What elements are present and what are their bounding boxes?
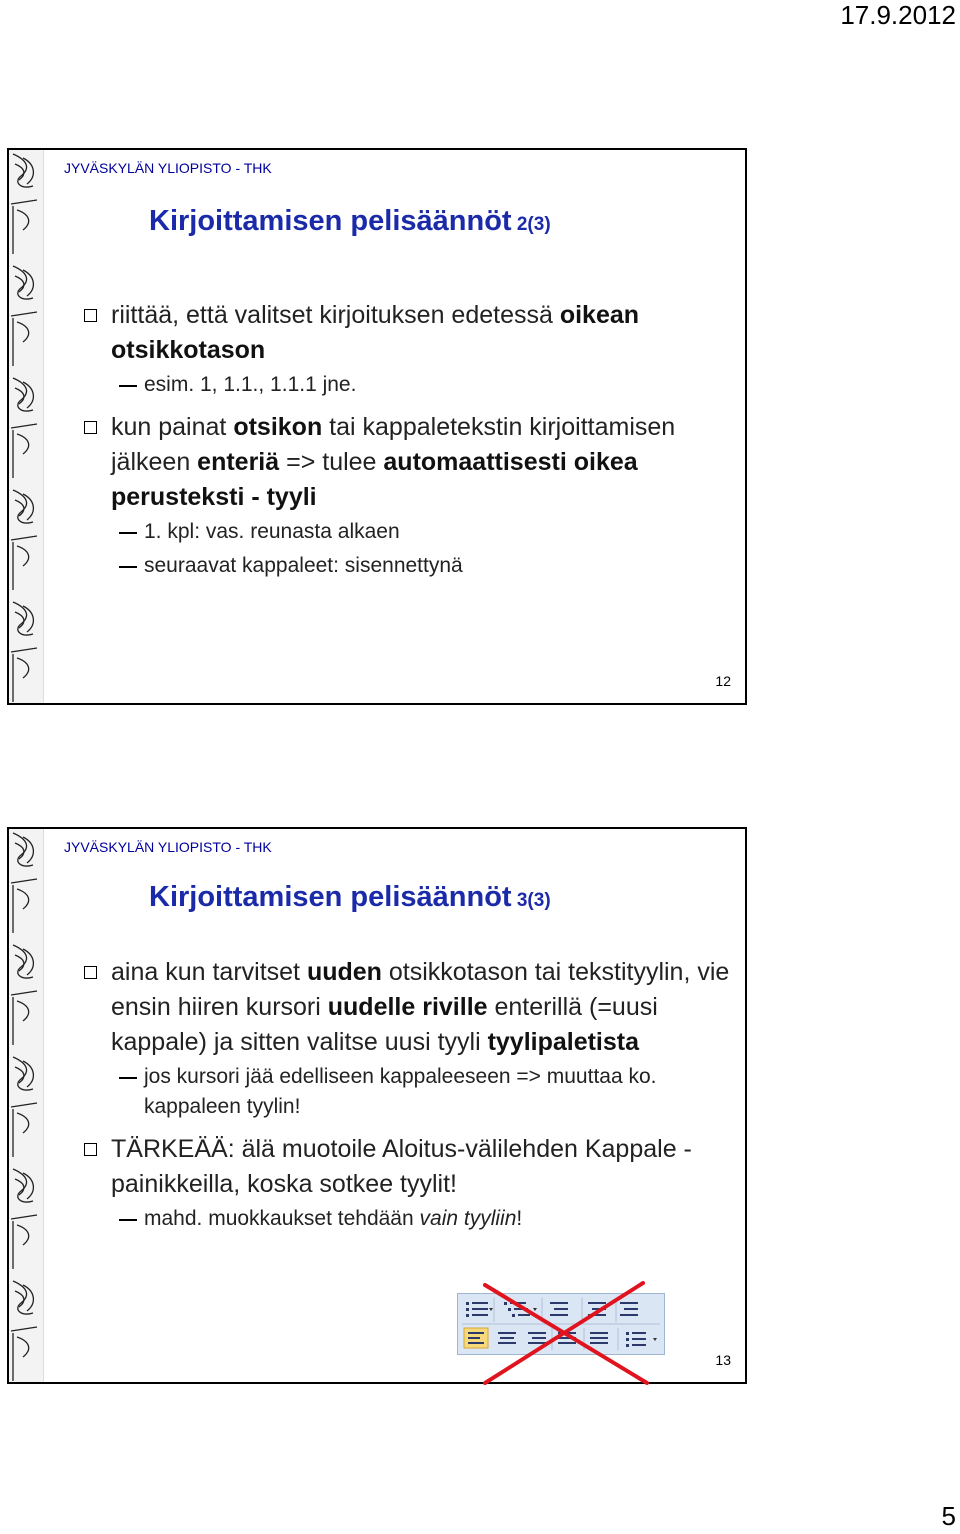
logo-pattern-icon [9,150,43,703]
bullet-text: TÄRKEÄÄ: älä muotoile Aloitus-välilehden Kappale -painikkeilla, koska sotkee tyylit! [111,1135,692,1198]
slide-12 [7,148,747,705]
sub-bullet-item [83,517,733,547]
slide-body [83,955,733,1238]
bullet-item [83,955,733,1060]
bullet-text: mahd. muokkaukset tehdään [144,1207,420,1230]
bold-text: automaattisesti oikea perusteksti - tyyli [111,448,638,511]
bold-text: tyylipaletista [487,1028,640,1056]
institution-label: JYVÄSKYLÄN YLIOPISTO - THK [64,839,272,855]
slide-title-sub: 3(3) [511,890,551,911]
university-logo-strip [9,829,44,1382]
bullet-text: seuraavat kappaleet: sisennettynä [144,554,463,577]
slide-title-sub: 2(3) [511,214,551,235]
red-cross-icon [479,1279,659,1389]
bold-text: uudelle riville [327,993,488,1021]
sub-bullet-item [83,1062,733,1122]
bullet-text: otsikkotason tai tekstityylin, vie ensin hiiren kursori [111,958,730,1021]
slide-number: 13 [715,1352,731,1368]
bullet-text: enterillä (=uusi kappale) ja sitten valitse uusi tyyli [111,993,658,1056]
bullet-text: jos kursori jää edelliseen kappaleeseen => muuttaa ko. kappaleen tyylin! [144,1065,657,1118]
slide-title-main: Kirjoittamisen pelisäännöt [149,881,512,913]
bullet-text: => tulee [279,448,384,476]
bullet-item [83,298,733,368]
slide-title [149,205,551,238]
bold-text: otsikon [233,413,323,441]
bullet-text: ! [516,1207,523,1230]
page-number: 5 [941,1501,956,1531]
bullet-text: 1. kpl: vas. reunasta alkaen [144,520,400,543]
university-logo-strip [9,150,44,703]
slide-13 [7,827,747,1384]
bullet-item [83,410,733,515]
sub-bullet-item [83,370,733,400]
sub-bullet-item [83,551,733,581]
bold-text: oikean otsikkotason [111,301,640,364]
logo-pattern-icon [9,829,43,1382]
bullet-text: tai kappaletekstin kirjoittamisen jälkeen [111,413,676,476]
page-date: 17.9.2012 [840,0,956,30]
slide-body [83,298,733,585]
slide-title-main: Kirjoittamisen pelisäännöt [149,205,512,237]
institution-label: JYVÄSKYLÄN YLIOPISTO - THK [64,160,272,176]
slide-title [149,881,551,914]
bullet-text: riittää, että valitset kirjoituksen edetessä [111,301,560,329]
bold-text: uuden [306,958,382,986]
bullet-item [83,1132,733,1202]
bullet-text: esim. 1, 1.1., 1.1.1 jne. [144,373,357,396]
bullet-text: kun painat [111,413,234,441]
bullet-text: aina kun tarvitset [111,958,307,986]
italic-text: vain tyyliin [419,1207,517,1230]
bold-text: enteriä [197,448,280,476]
slide-number: 12 [715,673,731,689]
sub-bullet-item [83,1204,733,1234]
